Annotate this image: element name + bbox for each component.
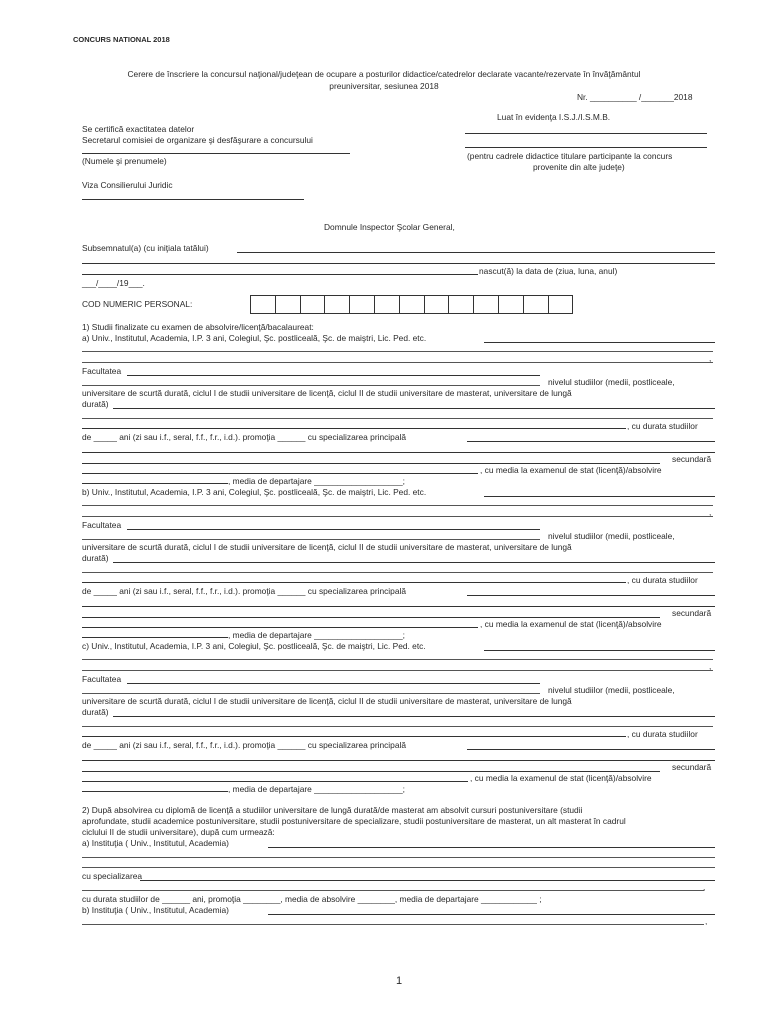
cnp-digit-box[interactable] <box>250 295 276 314</box>
study-line[interactable] <box>82 582 626 583</box>
years-specialization: de _____ ani (zi sau i.f., seral, f.f., f.r., i.d.). promoţia ______ cu specializarea principală <box>82 586 407 596</box>
cnp-digit-box[interactable] <box>424 295 450 314</box>
faculty-label: Facultatea <box>82 520 122 530</box>
comma: , <box>705 916 708 926</box>
comma: , <box>709 507 712 517</box>
faculty-field[interactable] <box>127 529 540 530</box>
study-institution-line[interactable] <box>484 342 715 343</box>
cnp-label: COD NUMERIC PERSONAL: <box>82 299 193 309</box>
tiebreak-grade[interactable]: , media de departajare ___________________; <box>228 784 405 794</box>
faculty-label: Facultatea <box>82 366 122 376</box>
cnp-digit-box[interactable] <box>324 295 350 314</box>
duration-field[interactable] <box>113 408 715 409</box>
cnp-digit-box[interactable] <box>275 295 301 314</box>
university-level-text: universitare de scurtă durată, ciclul I de studii universitare de licenţă, ciclul II de studii universitare de masterat, universitare de lungă <box>82 542 572 552</box>
section2-para-line2: aprofundate, studii academice postuniversitare, studii postuniversitare de specializare, studii postuniversitare de masterat, un alt masterat în cadrul <box>82 816 626 826</box>
isj-note-line1: (pentru cadrele didactice titulare participante la concurs <box>467 151 673 161</box>
exam-grade-label: , cu media la examenul de stat (licenţă)/absolvire <box>470 773 652 783</box>
secondary-specialization-field[interactable] <box>82 617 660 618</box>
study-line[interactable] <box>82 670 713 671</box>
exam-grade-label: , cu media la examenul de stat (licenţă)/absolvire <box>480 619 662 629</box>
legal-advisor-line[interactable] <box>82 199 304 200</box>
institution-a-label: a) Instituţia ( Univ., Institutul, Academia) <box>82 838 229 848</box>
study-head: c) Univ., Institutul, Academia, I.P. 3 ani, Colegiul, Şc. postliceală, Şc. de maiştri, Lic. Ped. etc. <box>82 641 426 651</box>
institution-a-field[interactable] <box>268 847 715 848</box>
level-label: nivelul studiilor (medii, postliceale, <box>548 685 675 695</box>
registration-number: Nr. __________ /_______2018 <box>577 92 693 102</box>
section2-line[interactable] <box>82 924 704 925</box>
faculty-label: Facultatea <box>82 674 122 684</box>
duration-label: durată) <box>82 553 109 563</box>
secondary-label: secundară <box>672 454 712 464</box>
isj-signature-line-2 <box>465 147 707 148</box>
page-number: 1 <box>396 975 403 987</box>
specialization-label: cu specializarea <box>82 871 143 881</box>
cnp-digit-box[interactable] <box>448 295 474 314</box>
secretary-name-line[interactable] <box>82 153 350 154</box>
cnp-digit-box[interactable] <box>548 295 574 314</box>
section2-line[interactable] <box>82 890 704 891</box>
level-label: nivelul studiilor (medii, postliceale, <box>548 377 675 387</box>
legal-advisor-label: Viza Consilierului Juridic <box>82 180 173 190</box>
years-specialization: de _____ ani (zi sau i.f., seral, f.f., f.r., i.d.). promoţia ______ cu specializarea principală <box>82 740 407 750</box>
section2-line[interactable] <box>82 857 715 858</box>
cnp-digit-box[interactable] <box>523 295 549 314</box>
cnp-digit-box[interactable] <box>349 295 375 314</box>
cnp-digit-box[interactable] <box>374 295 400 314</box>
secondary-label: secundară <box>672 762 712 772</box>
exam-grade-field[interactable] <box>82 483 228 484</box>
secondary-specialization-field[interactable] <box>82 463 660 464</box>
study-line[interactable] <box>82 606 715 607</box>
main-specialization-field[interactable] <box>467 441 715 442</box>
cnp-digit-box[interactable] <box>300 295 326 314</box>
section2-para-line3: ciclului II de studii universitare), după cum urmează: <box>82 827 275 837</box>
secondary-label: secundară <box>672 608 712 618</box>
comma: , <box>709 661 712 671</box>
faculty-field-2[interactable] <box>82 693 540 694</box>
isj-evidence-label: Luat în evidenţa I.S.J./I.S.M.B. <box>497 112 611 122</box>
comma: , <box>709 353 712 363</box>
study-line[interactable] <box>82 736 626 737</box>
duration-label: durată) <box>82 399 109 409</box>
study-duration-label: , cu durata studiilor <box>627 575 698 585</box>
duration-label: durată) <box>82 707 109 717</box>
study-head: b) Univ., Institutul, Academia, I.P. 3 ani, Colegiul, Şc. postliceală, Şc. de maiştri, Lic. Ped. etc. <box>82 487 427 497</box>
section2-para-line1: 2) După absolvirea cu diplomă de licenţă a studiilor universitare de lungă durată/de masterat am absolvit cursuri postuniversitare (studii <box>82 805 583 815</box>
study-duration-label: , cu durata studiilor <box>627 729 698 739</box>
exam-grade-field[interactable] <box>82 637 228 638</box>
level-label: nivelul studiilor (medii, postliceale, <box>548 531 675 541</box>
study-line[interactable] <box>82 726 713 727</box>
specialization-field[interactable] <box>140 880 715 881</box>
salutation: Domnule Inspector Şcolar General, <box>324 222 455 232</box>
university-level-text: universitare de scurtă durată, ciclul I de studii universitare de licenţă, ciclul II de studii universitare de masterat, universitare de lungă <box>82 696 572 706</box>
main-specialization-field[interactable] <box>467 595 715 596</box>
name-hint: (Numele şi prenumele) <box>82 156 167 166</box>
study-line[interactable] <box>82 505 713 506</box>
study-line[interactable] <box>82 760 715 761</box>
form-title-line2: preuniversitar, sesiunea 2018 <box>329 81 439 91</box>
study-line[interactable] <box>82 452 715 453</box>
faculty-field-2[interactable] <box>82 385 540 386</box>
duration-field[interactable] <box>113 562 715 563</box>
study-line[interactable] <box>82 781 468 782</box>
s2-duration-line[interactable]: cu durata studiilor de ______ ani, promoţia ________, media de absolvire ________, media de departajare ____________ ; <box>82 894 542 904</box>
cnp-digit-box[interactable] <box>473 295 499 314</box>
section2-line[interactable] <box>82 867 715 868</box>
name-field-2[interactable] <box>82 263 715 264</box>
birthdate-field[interactable]: ___/____/19___. <box>82 278 145 288</box>
study-line[interactable] <box>82 428 626 429</box>
subsemnatul-label: Subsemnatul(a) (cu iniţiala tatălui) <box>82 243 209 253</box>
study-line[interactable] <box>82 362 713 363</box>
header-title: CONCURS NATIONAL 2018 <box>73 35 170 44</box>
exam-grade-label: , cu media la examenul de stat (licenţă)/absolvire <box>480 465 662 475</box>
secretary-label: Secretarul comisiei de organizare şi desfăşurare a concursului <box>82 135 313 145</box>
study-duration-label: , cu durata studiilor <box>627 421 698 431</box>
study-line[interactable] <box>82 473 478 474</box>
name-field[interactable] <box>237 252 715 253</box>
certify-label: Se certifică exactitatea datelor <box>82 124 195 134</box>
study-line[interactable] <box>82 418 713 419</box>
study-line[interactable] <box>82 516 713 517</box>
university-level-text: universitare de scurtă durată, ciclul I de studii universitare de licenţă, ciclul II de studii universitare de masterat, universitare de lungă <box>82 388 572 398</box>
section1-heading: 1) Studii finalizate cu examen de absolvire/licenţă/bacalaureat: <box>82 322 314 332</box>
exam-grade-field[interactable] <box>82 791 228 792</box>
study-line[interactable] <box>82 627 478 628</box>
isj-note-line2: provenite din alte judeţe) <box>533 162 625 172</box>
name-field-3[interactable] <box>82 274 478 275</box>
years-specialization: de _____ ani (zi sau i.f., seral, f.f., f.r., i.d.). promoţia ______ cu specializarea principală <box>82 432 407 442</box>
form-title-line1: Cerere de înscriere la concursul naţional/judeţean de ocupare a posturilor didactice/catedrelor declarate vacante/rezervate în învăţământul <box>127 69 641 79</box>
faculty-field[interactable] <box>127 375 540 376</box>
study-institution-line[interactable] <box>484 496 715 497</box>
cnp-digit-box[interactable] <box>498 295 524 314</box>
secondary-specialization-field[interactable] <box>82 771 660 772</box>
institution-b-field[interactable] <box>268 914 715 915</box>
institution-b-label: b) Instituţia ( Univ., Institutul, Academia) <box>82 905 229 915</box>
tiebreak-grade[interactable]: , media de departajare ___________________; <box>228 630 405 640</box>
faculty-field-2[interactable] <box>82 539 540 540</box>
birthdate-label: nascut(ă) la data de (ziua, luna, anul) <box>479 266 618 276</box>
comma: , <box>703 882 706 892</box>
tiebreak-grade[interactable]: , media de departajare ___________________; <box>228 476 405 486</box>
cnp-boxes <box>250 295 572 314</box>
cnp-digit-box[interactable] <box>399 295 425 314</box>
faculty-field[interactable] <box>127 683 540 684</box>
study-head: a) Univ., Institutul, Academia, I.P. 3 ani, Colegiul, Şc. postliceală, Şc. de maiştri, Lic. Ped. etc. <box>82 333 427 343</box>
duration-field[interactable] <box>113 716 715 717</box>
isj-signature-line <box>465 133 707 134</box>
main-specialization-field[interactable] <box>467 749 715 750</box>
study-line[interactable] <box>82 572 713 573</box>
study-institution-line[interactable] <box>484 650 715 651</box>
study-line[interactable] <box>82 659 713 660</box>
study-line[interactable] <box>82 351 713 352</box>
